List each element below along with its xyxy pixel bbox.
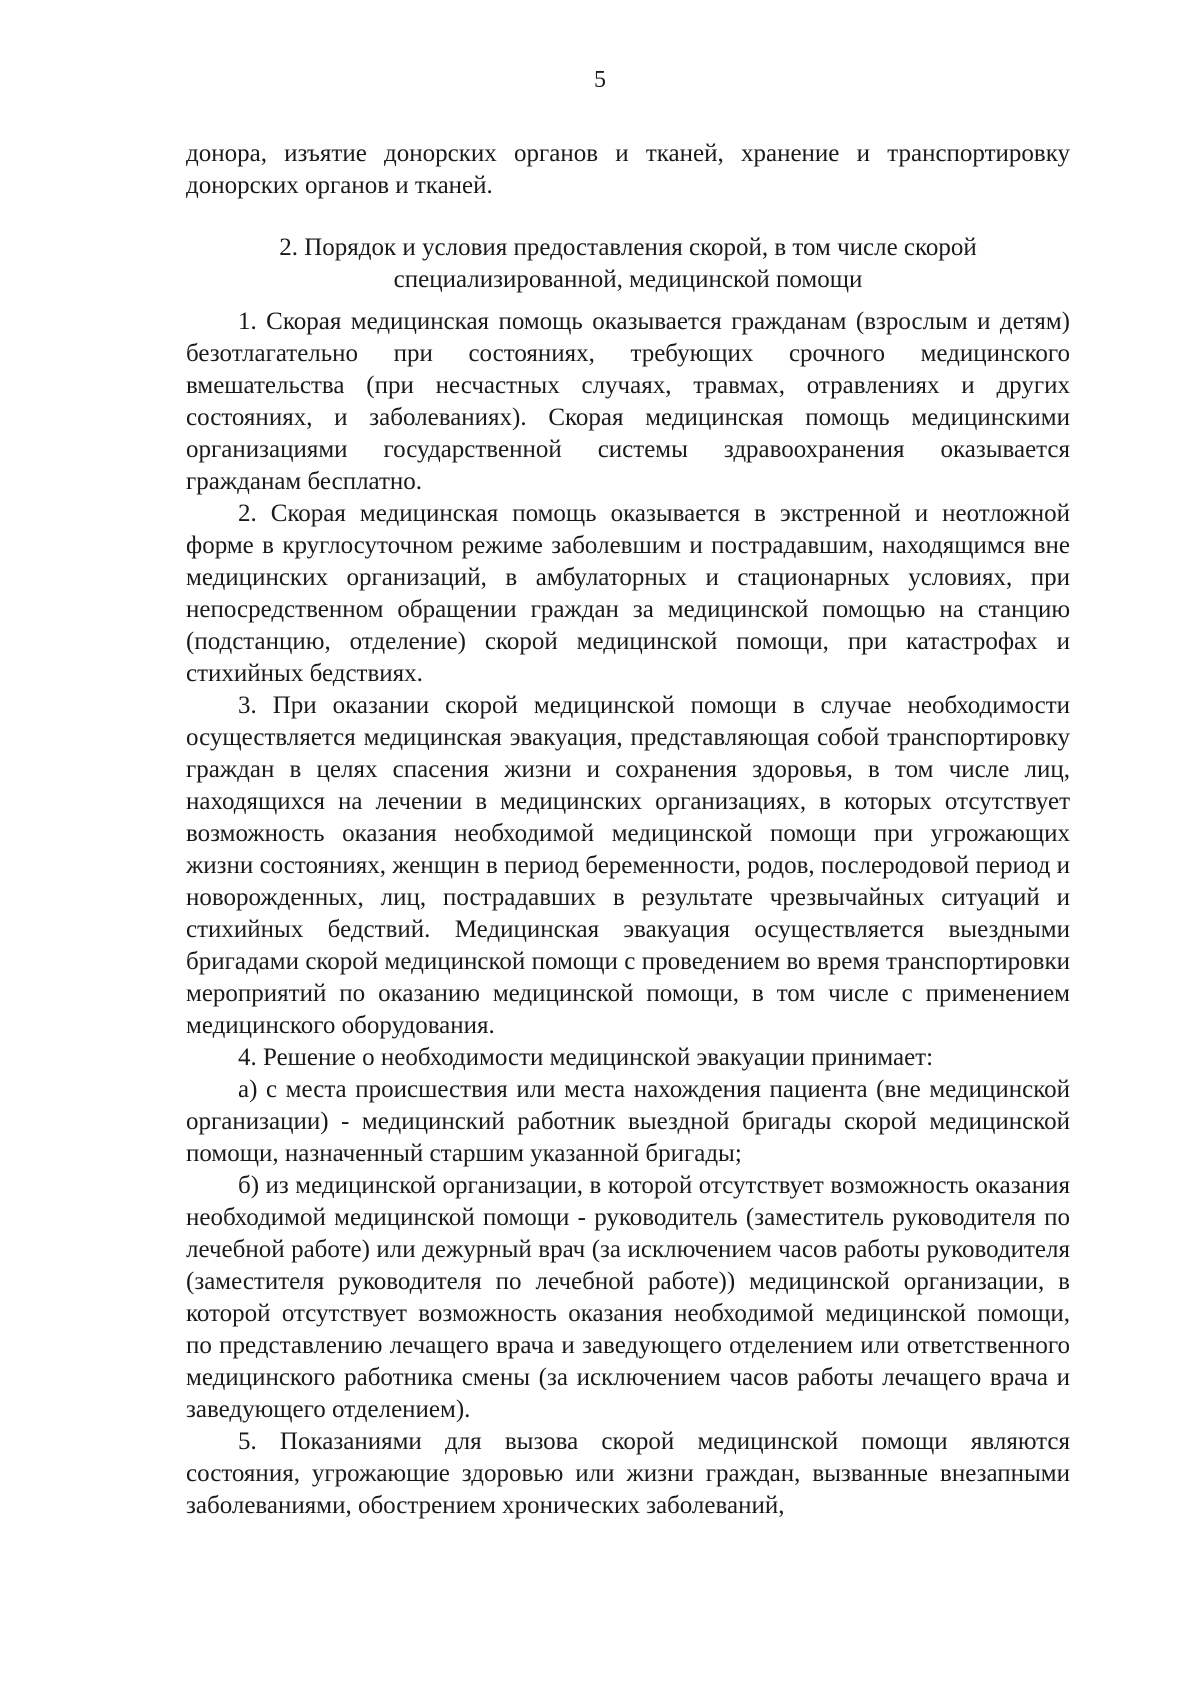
section-heading: 2. Порядок и условия предоставления скорой, в том числе скорой специализированной, медицинской помощи [279, 234, 977, 293]
paragraph-4b: б) из медицинской организации, в которой отсутствует возможность оказания необходимой медицинской помощи - руководитель (заместитель руководителя по лечебной работе) или дежурный врач (за исключением часов работы руководителя (заместителя руководителя по лечебной работе)) медицинской организации, в которой отсутствует возможность оказания необходимой медицинской помощи, по представлению лечащего врача и заведующего отделением или ответственного медицинского работника смены (за исключением часов работы лечащего врача и заведующего отделением). [186, 1172, 1070, 1423]
document-body [186, 138, 1070, 1522]
page-number: 5 [594, 67, 606, 93]
paragraph-4a: а) с места происшествия или места нахождения пациента (вне медицинской организации) - медицинский работник выездной бригады скорой медицинской помощи, назначенный старшим указанной бригады; [186, 1076, 1070, 1167]
paragraph-3: 3. При оказании скорой медицинской помощи в случае необходимости осуществляется медицинская эвакуация, представляющая собой транспортировку граждан в целях спасения жизни и сохранения здоровья, в том числе лиц, находящихся на лечении в медицинских организациях, в которых отсутствует возможность оказания необходимой медицинской помощи при угрожающих жизни состояниях, женщин в период беременности, родов, послеродовой период и новорожденных, лиц, пострадавших в результате чрезвычайных ситуаций и стихийных бедствий. Медицинская эвакуация осуществляется выездными бригадами скорой медицинской помощи с проведением во время транспортировки мероприятий по оказанию медицинской помощи, в том числе с применением медицинского оборудования. [186, 692, 1070, 1039]
continuation-paragraph: донора, изъятие донорских органов и тканей, хранение и транспортировку донорских органов и тканей. [186, 140, 1070, 199]
paragraph-4: 4. Решение о необходимости медицинской эвакуации принимает: [238, 1044, 934, 1071]
paragraph-2: 2. Скорая медицинская помощь оказывается в экстренной и неотложной форме в круглосуточном режиме заболевшим и пострадавшим, находящимся вне медицинских организаций, в амбулаторных и стационарных условиях, при непосредственном обращении граждан за медицинской помощью на станцию (подстанцию, отделение) скорой медицинской помощи, при катастрофах и стихийных бедствиях. [186, 500, 1070, 687]
paragraph-5: 5. Показаниями для вызова скорой медицинской помощи являются состояния, угрожающие здоровью или жизни граждан, вызванные внезапными заболеваниями, обострением хронических заболеваний, [186, 1428, 1070, 1519]
paragraph-1: 1. Скорая медицинская помощь оказывается гражданам (взрослым и детям) безотлагательно при состояниях, требующих срочного медицинского вмешательства (при несчастных случаях, травмах, отравлениях и других состояниях, и заболеваниях). Скорая медицинская помощь медицинскими организациями государственной системы здравоохранения оказывается гражданам бесплатно. [186, 308, 1070, 495]
